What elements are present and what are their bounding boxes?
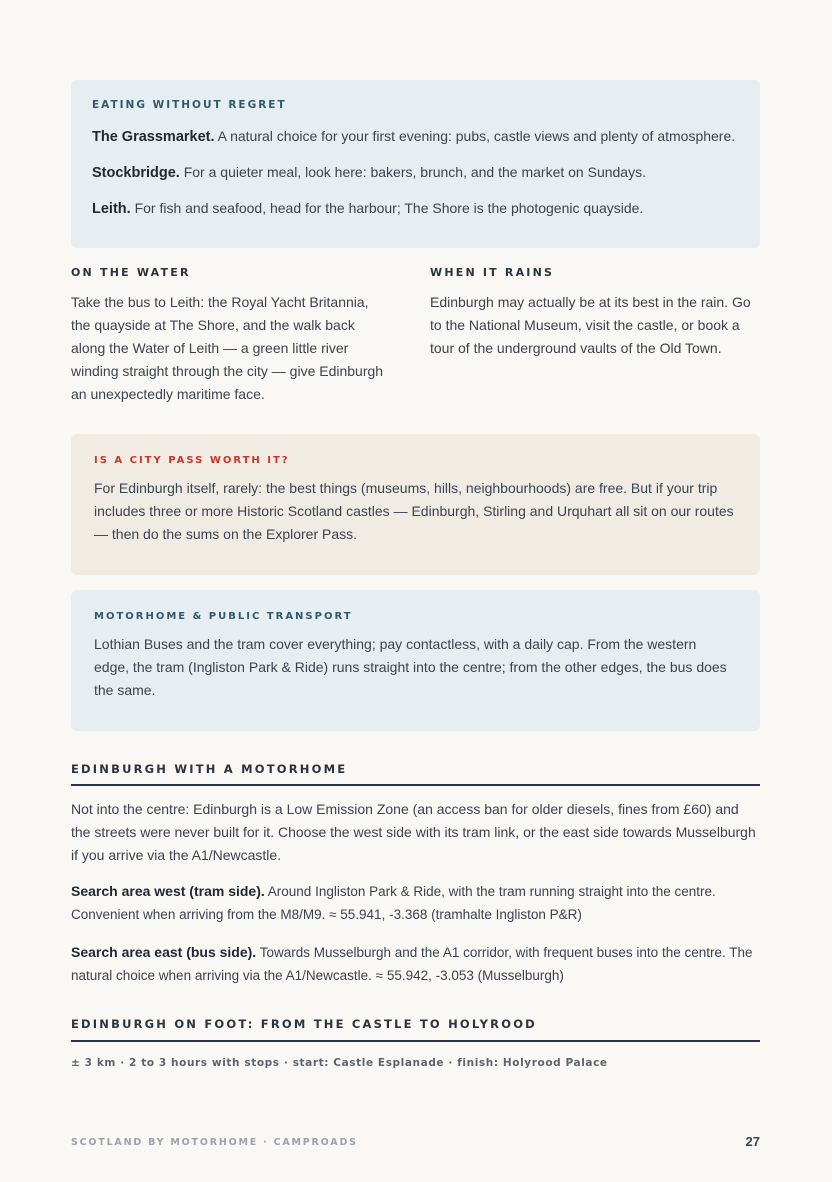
page-number: 27 (745, 1134, 760, 1149)
transport-box (71, 590, 760, 731)
motorhome-east (71, 941, 760, 987)
motorhome-divider (71, 784, 760, 786)
when-it-rains-text: Edinburgh may actually be at its best in the rain. Go to the National Museum, visit the castle, or book a tour of the underground vaults of the Old Town. (430, 294, 751, 356)
when-it-rains-label: WHEN IT RAINS (430, 266, 555, 279)
eating-item-text: A natural choice for your first evening: pubs, castle views and plenty of atmosphere. (217, 128, 736, 144)
eating-item-name: Leith. (92, 201, 131, 217)
footer-title: SCOTLAND BY MOTORHOME · CAMPROADS (71, 1137, 358, 1148)
eating-box (71, 80, 760, 248)
motorhome-west-text: Around Ingliston Park & Ride, with the tram running straight into the centre. Convenient when arriving from the M8/M9. ≈ 55.941, -3.368 (tramhalte Ingliston P&R) (71, 884, 716, 922)
eating-label: EATING WITHOUT REGRET (92, 99, 287, 111)
motorhome-west-title: Search area west (tram side). (71, 883, 265, 899)
on-the-water-text: Take the bus to Leith: the Royal Yacht Britannia, the quayside at The Shore, and the walk back along the Water of Leith — a green little river winding straight through the city — give Edinburgh an unexpectedly maritime face. (71, 294, 384, 402)
city-pass-text: For Edinburgh itself, rarely: the best things (museums, hills, neighbourhoods) are free. But if your trip includes three or more Historic Scotland castles — Edinburgh, Stirling and Urquhart all sit on our routes — then do the sums on the Explorer Pass. (94, 480, 734, 542)
eating-item-name: Stockbridge. (92, 165, 180, 181)
motorhome-intro: Not into the centre: Edinburgh is a Low Emission Zone (an access ban for older diesels, fines from £60) and the streets were never built for it. Choose the west side with its tram link, or the east side towards Musselburgh if you arrive via the A1/Newcastle. (71, 801, 756, 863)
on-foot-meta: ± 3 km · 2 to 3 hours with stops · start: Castle Esplanade · finish: Holyrood Palace (71, 1057, 608, 1069)
eating-item-grassmarket (92, 126, 742, 147)
transport-label: MOTORHOME & PUBLIC TRANSPORT (94, 611, 353, 622)
on-foot-divider (71, 1040, 760, 1042)
eating-item-name: The Grassmarket. (92, 129, 215, 145)
eating-item-stockbridge (92, 162, 742, 183)
motorhome-west (71, 880, 760, 926)
when-it-rains-section (430, 266, 760, 360)
city-pass-label: IS A CITY PASS WORTH IT? (94, 455, 290, 466)
transport-text: Lothian Buses and the tram cover everything; pay contactless, with a daily cap. From the western edge, the tram (Ingliston Park & Ride) runs straight into the centre; from the other edges, the bus does the same. (94, 636, 727, 698)
eating-item-text: For fish and seafood, head for the harbour; The Shore is the photogenic quayside. (134, 200, 644, 216)
on-the-water-label: ON THE WATER (71, 266, 191, 279)
motorhome-east-title: Search area east (bus side). (71, 944, 257, 960)
city-pass-box (71, 434, 760, 575)
on-foot-heading: EDINBURGH ON FOOT: FROM THE CASTLE TO HOLYROOD (71, 1017, 537, 1031)
eating-item-text: For a quieter meal, look here: bakers, brunch, and the market on Sundays. (183, 164, 646, 180)
eating-item-leith (92, 198, 742, 219)
motorhome-heading: EDINBURGH WITH A MOTORHOME (71, 762, 348, 776)
on-the-water-section (71, 266, 401, 406)
motorhome-east-text: Towards Musselburgh and the A1 corridor, with frequent buses into the centre. The natural choice when arriving via the A1/Newcastle. ≈ 55.942, -3.053 (Musselburgh) (71, 945, 753, 983)
